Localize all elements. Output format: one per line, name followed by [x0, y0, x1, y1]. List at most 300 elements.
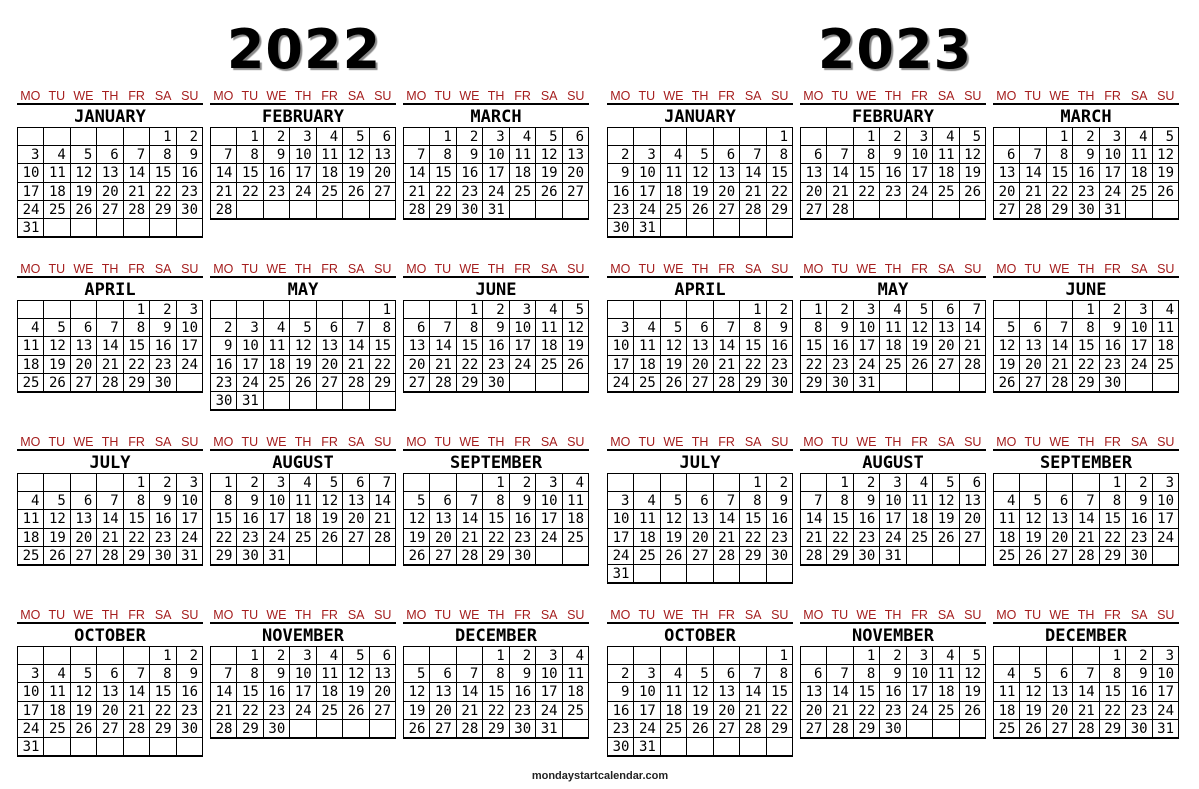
day-cell: 7 — [404, 146, 430, 164]
month-block — [993, 89, 1179, 220]
weekday-label: FR — [128, 608, 145, 622]
day-cell: 13 — [317, 337, 343, 355]
day-cell: 10 — [907, 665, 933, 683]
day-cell: 25 — [933, 702, 959, 720]
day-cell: 4 — [661, 665, 687, 683]
weekday-label: SA — [154, 262, 172, 276]
weekday-label: MO — [996, 608, 1017, 622]
month-name: AUGUST — [210, 451, 396, 474]
empty-cell — [370, 720, 396, 738]
empty-cell — [370, 392, 396, 410]
day-cell: 4 — [933, 647, 959, 665]
month-name: OCTOBER — [607, 624, 793, 647]
month-block — [17, 608, 203, 757]
empty-cell — [563, 201, 589, 219]
day-cell: 17 — [608, 356, 634, 374]
day-cell: 15 — [740, 337, 766, 355]
weekday-label: TU — [434, 435, 452, 449]
weekday-label: TU — [241, 262, 259, 276]
day-cell: 10 — [907, 146, 933, 164]
day-cell: 3 — [907, 647, 933, 665]
weekday-label: SU — [567, 608, 585, 622]
day-cell: 10 — [608, 337, 634, 355]
day-cell: 22 — [854, 702, 880, 720]
day-cell: 15 — [483, 510, 509, 528]
weekday-label: FR — [514, 435, 531, 449]
empty-cell — [404, 474, 430, 492]
day-grid — [800, 647, 986, 739]
day-cell: 30 — [608, 738, 634, 756]
day-cell: 30 — [608, 219, 634, 237]
day-cell: 27 — [714, 720, 740, 738]
day-cell: 20 — [801, 702, 827, 720]
day-cell: 18 — [661, 183, 687, 201]
empty-cell — [44, 474, 70, 492]
day-cell: 1 — [1100, 474, 1126, 492]
day-cell: 2 — [237, 474, 263, 492]
day-cell: 6 — [370, 128, 396, 146]
day-cell: 6 — [801, 146, 827, 164]
day-cell: 7 — [827, 665, 853, 683]
empty-cell — [177, 219, 203, 237]
day-grid — [17, 301, 203, 393]
day-cell: 19 — [1153, 164, 1179, 182]
day-cell: 8 — [430, 146, 456, 164]
empty-cell — [994, 647, 1020, 665]
day-cell: 20 — [430, 702, 456, 720]
day-cell: 14 — [740, 164, 766, 182]
day-cell: 26 — [907, 356, 933, 374]
weekday-label: SU — [964, 435, 982, 449]
day-cell: 1 — [483, 647, 509, 665]
day-cell: 18 — [1126, 164, 1152, 182]
day-cell: 26 — [687, 720, 713, 738]
day-cell: 26 — [960, 183, 986, 201]
day-cell: 7 — [740, 665, 766, 683]
weekday-label: SU — [374, 89, 392, 103]
day-cell: 3 — [177, 301, 203, 319]
weekday-label: MO — [213, 435, 234, 449]
month-name: JUNE — [993, 278, 1179, 301]
empty-cell — [1047, 647, 1073, 665]
empty-cell — [211, 647, 237, 665]
day-cell: 16 — [1126, 510, 1152, 528]
day-cell: 27 — [801, 720, 827, 738]
day-cell: 5 — [687, 146, 713, 164]
weekday-label: SA — [937, 608, 955, 622]
day-cell: 14 — [457, 683, 483, 701]
empty-cell — [907, 547, 933, 565]
day-cell: 1 — [237, 647, 263, 665]
weekday-label: TU — [1024, 89, 1042, 103]
empty-cell — [71, 738, 97, 756]
day-cell: 29 — [124, 374, 150, 392]
weekday-label: TH — [691, 262, 709, 276]
day-cell: 12 — [44, 510, 70, 528]
weekday-label: SA — [540, 435, 558, 449]
day-cell: 1 — [767, 128, 793, 146]
day-cell: 27 — [1047, 720, 1073, 738]
day-cell: 28 — [1073, 547, 1099, 565]
day-cell: 6 — [801, 665, 827, 683]
day-cell: 30 — [1100, 374, 1126, 392]
day-cell: 23 — [608, 201, 634, 219]
day-cell: 30 — [237, 547, 263, 565]
day-cell: 30 — [264, 720, 290, 738]
day-cell: 31 — [634, 219, 660, 237]
day-cell: 19 — [71, 183, 97, 201]
day-cell: 1 — [1073, 301, 1099, 319]
day-cell: 12 — [933, 492, 959, 510]
day-cell: 29 — [740, 374, 766, 392]
day-cell: 19 — [661, 529, 687, 547]
day-cell: 28 — [827, 201, 853, 219]
year-title-2022: 2022 — [226, 18, 382, 81]
day-cell: 26 — [44, 547, 70, 565]
day-cell: 13 — [563, 146, 589, 164]
day-cell: 22 — [1100, 529, 1126, 547]
day-cell: 28 — [124, 201, 150, 219]
weekday-label: TU — [1024, 435, 1042, 449]
weekday-label: TH — [884, 435, 902, 449]
weekday-label: WE — [73, 608, 94, 622]
day-cell: 17 — [18, 702, 44, 720]
day-cell: 28 — [430, 374, 456, 392]
weekday-label: SA — [744, 89, 762, 103]
day-grid — [800, 301, 986, 393]
day-cell: 14 — [801, 510, 827, 528]
day-cell: 21 — [97, 356, 123, 374]
weekday-label: SA — [154, 89, 172, 103]
day-cell: 8 — [1047, 146, 1073, 164]
day-cell: 5 — [1153, 128, 1179, 146]
weekday-label: TH — [487, 89, 505, 103]
day-cell: 19 — [907, 337, 933, 355]
empty-cell — [1073, 647, 1099, 665]
day-cell: 30 — [767, 374, 793, 392]
day-cell: 15 — [150, 164, 176, 182]
day-cell: 24 — [1100, 183, 1126, 201]
empty-cell — [714, 128, 740, 146]
day-cell: 25 — [44, 201, 70, 219]
day-cell: 1 — [124, 301, 150, 319]
day-cell: 5 — [933, 474, 959, 492]
day-cell: 10 — [536, 665, 562, 683]
weekday-label: WE — [459, 89, 480, 103]
day-cell: 3 — [880, 474, 906, 492]
day-cell: 9 — [264, 665, 290, 683]
month-block — [607, 608, 793, 757]
empty-cell — [44, 647, 70, 665]
day-cell: 25 — [264, 374, 290, 392]
day-cell: 16 — [1073, 164, 1099, 182]
day-cell: 14 — [1073, 683, 1099, 701]
empty-cell — [1153, 547, 1179, 565]
empty-cell — [44, 738, 70, 756]
month-block — [403, 435, 589, 566]
day-cell: 14 — [714, 510, 740, 528]
day-cell: 24 — [483, 183, 509, 201]
day-cell: 8 — [483, 492, 509, 510]
empty-cell — [370, 201, 396, 219]
empty-cell — [237, 201, 263, 219]
month-name: NOVEMBER — [800, 624, 986, 647]
empty-cell — [317, 201, 343, 219]
day-cell: 2 — [880, 647, 906, 665]
day-cell: 24 — [1153, 529, 1179, 547]
day-cell: 10 — [536, 492, 562, 510]
weekday-label: WE — [266, 89, 287, 103]
weekday-label: MO — [406, 262, 427, 276]
day-cell: 14 — [211, 683, 237, 701]
day-cell: 29 — [150, 720, 176, 738]
weekday-label: FR — [514, 262, 531, 276]
day-grid — [993, 474, 1179, 566]
weekday-label: TU — [434, 89, 452, 103]
month-name: MAY — [210, 278, 396, 301]
day-cell: 9 — [608, 683, 634, 701]
day-cell: 21 — [827, 702, 853, 720]
day-cell: 20 — [960, 510, 986, 528]
day-cell: 11 — [1126, 146, 1152, 164]
day-cell: 10 — [177, 492, 203, 510]
day-cell: 16 — [1100, 337, 1126, 355]
day-cell: 23 — [483, 356, 509, 374]
day-cell: 2 — [608, 665, 634, 683]
weekday-label: MO — [803, 262, 824, 276]
day-cell: 16 — [880, 164, 906, 182]
day-cell: 10 — [264, 492, 290, 510]
weekday-label: MO — [406, 89, 427, 103]
day-cell: 3 — [608, 492, 634, 510]
month-name: SEPTEMBER — [993, 451, 1179, 474]
empty-cell — [714, 219, 740, 237]
day-cell: 18 — [44, 183, 70, 201]
day-cell: 7 — [430, 319, 456, 337]
day-grid — [607, 301, 793, 393]
weekday-label: TU — [48, 435, 66, 449]
weekday-label: TH — [487, 262, 505, 276]
day-cell: 7 — [801, 492, 827, 510]
year-title-2023: 2023 — [817, 18, 973, 81]
day-cell: 21 — [1020, 183, 1046, 201]
day-cell: 3 — [510, 301, 536, 319]
day-cell: 8 — [237, 146, 263, 164]
empty-cell — [1020, 128, 1046, 146]
day-cell: 12 — [343, 146, 369, 164]
empty-cell — [714, 647, 740, 665]
empty-cell — [71, 301, 97, 319]
weekday-label: SA — [1130, 608, 1148, 622]
weekday-label: TU — [48, 262, 66, 276]
day-cell: 18 — [563, 683, 589, 701]
month-block — [607, 262, 793, 393]
day-cell: 2 — [880, 128, 906, 146]
day-cell: 12 — [661, 510, 687, 528]
empty-cell — [563, 374, 589, 392]
day-cell: 26 — [1153, 183, 1179, 201]
day-cell: 19 — [44, 529, 70, 547]
empty-cell — [536, 547, 562, 565]
day-cell: 19 — [933, 510, 959, 528]
day-grid — [993, 128, 1179, 220]
day-cell: 27 — [994, 201, 1020, 219]
day-cell: 4 — [1153, 301, 1179, 319]
day-cell: 2 — [483, 301, 509, 319]
weekday-label: SA — [540, 262, 558, 276]
month-name: APRIL — [607, 278, 793, 301]
day-cell: 14 — [404, 164, 430, 182]
month-name: JUNE — [403, 278, 589, 301]
day-cell: 5 — [661, 319, 687, 337]
weekday-label: FR — [321, 262, 338, 276]
day-cell: 16 — [854, 510, 880, 528]
day-cell: 7 — [714, 492, 740, 510]
day-cell: 9 — [483, 319, 509, 337]
day-cell: 4 — [18, 492, 44, 510]
day-cell: 5 — [44, 492, 70, 510]
month-block — [800, 608, 986, 739]
weekday-label: WE — [266, 435, 287, 449]
day-cell: 30 — [1126, 720, 1152, 738]
weekday-label: SU — [1157, 89, 1175, 103]
day-cell: 16 — [177, 164, 203, 182]
weekday-label: WE — [459, 608, 480, 622]
day-cell: 13 — [714, 164, 740, 182]
day-cell: 23 — [510, 529, 536, 547]
day-cell: 21 — [211, 183, 237, 201]
day-cell: 10 — [634, 683, 660, 701]
month-block — [993, 608, 1179, 739]
day-cell: 8 — [827, 492, 853, 510]
day-grid — [993, 647, 1179, 739]
day-cell: 27 — [317, 374, 343, 392]
weekday-label: TU — [434, 608, 452, 622]
day-cell: 17 — [634, 183, 660, 201]
weekday-label: MO — [213, 89, 234, 103]
day-cell: 20 — [687, 356, 713, 374]
day-cell: 26 — [44, 374, 70, 392]
day-cell: 29 — [1073, 374, 1099, 392]
day-grid — [800, 128, 986, 220]
day-cell: 18 — [18, 356, 44, 374]
weekday-header — [210, 435, 396, 451]
day-cell: 17 — [290, 164, 316, 182]
day-cell: 13 — [1047, 510, 1073, 528]
weekday-label: SU — [771, 608, 789, 622]
day-cell: 28 — [801, 547, 827, 565]
empty-cell — [317, 547, 343, 565]
day-cell: 8 — [740, 319, 766, 337]
weekday-label: TU — [241, 608, 259, 622]
day-cell: 5 — [994, 319, 1020, 337]
day-cell: 4 — [994, 492, 1020, 510]
empty-cell — [44, 128, 70, 146]
day-cell: 12 — [907, 319, 933, 337]
day-cell: 13 — [370, 146, 396, 164]
day-cell: 7 — [97, 492, 123, 510]
weekday-label: WE — [266, 262, 287, 276]
weekday-label: TH — [1077, 608, 1095, 622]
day-cell: 12 — [687, 683, 713, 701]
day-cell: 1 — [370, 301, 396, 319]
empty-cell — [71, 128, 97, 146]
day-cell: 31 — [18, 219, 44, 237]
day-cell: 5 — [317, 474, 343, 492]
day-cell: 5 — [1020, 665, 1046, 683]
empty-cell — [740, 565, 766, 583]
day-cell: 7 — [457, 665, 483, 683]
day-cell: 21 — [714, 529, 740, 547]
empty-cell — [933, 547, 959, 565]
day-cell: 13 — [430, 510, 456, 528]
empty-cell — [714, 474, 740, 492]
day-cell: 24 — [290, 183, 316, 201]
day-cell: 25 — [536, 356, 562, 374]
weekday-label: MO — [803, 89, 824, 103]
day-cell: 13 — [714, 683, 740, 701]
day-cell: 18 — [563, 510, 589, 528]
day-cell: 10 — [177, 319, 203, 337]
day-cell: 5 — [960, 128, 986, 146]
empty-cell — [608, 647, 634, 665]
weekday-label: WE — [856, 262, 877, 276]
day-cell: 4 — [563, 474, 589, 492]
weekday-label: WE — [73, 435, 94, 449]
day-cell: 27 — [687, 374, 713, 392]
day-cell: 24 — [536, 529, 562, 547]
day-cell: 22 — [237, 183, 263, 201]
day-cell: 18 — [994, 702, 1020, 720]
day-cell: 24 — [907, 183, 933, 201]
day-cell: 3 — [237, 319, 263, 337]
empty-cell — [18, 301, 44, 319]
weekday-header — [607, 262, 793, 278]
weekday-label: TH — [691, 435, 709, 449]
day-cell: 4 — [44, 146, 70, 164]
day-cell: 19 — [1020, 529, 1046, 547]
day-grid — [403, 474, 589, 566]
empty-cell — [880, 374, 906, 392]
day-cell: 8 — [854, 146, 880, 164]
weekday-label: MO — [20, 89, 41, 103]
weekday-label: MO — [20, 608, 41, 622]
day-cell: 3 — [1153, 474, 1179, 492]
day-cell: 11 — [317, 146, 343, 164]
weekday-label: TU — [1024, 608, 1042, 622]
weekday-header — [800, 608, 986, 624]
day-cell: 30 — [1073, 201, 1099, 219]
day-cell: 8 — [150, 665, 176, 683]
day-cell: 19 — [404, 702, 430, 720]
day-cell: 28 — [740, 201, 766, 219]
day-cell: 23 — [880, 183, 906, 201]
day-cell: 28 — [97, 374, 123, 392]
day-cell: 17 — [177, 337, 203, 355]
weekday-label: WE — [663, 608, 684, 622]
day-cell: 29 — [124, 547, 150, 565]
day-cell: 22 — [1100, 702, 1126, 720]
day-cell: 21 — [960, 337, 986, 355]
day-cell: 29 — [1047, 201, 1073, 219]
weekday-label: TH — [101, 435, 119, 449]
day-cell: 27 — [71, 374, 97, 392]
day-cell: 6 — [994, 146, 1020, 164]
month-name: JULY — [17, 451, 203, 474]
day-cell: 25 — [1126, 183, 1152, 201]
day-cell: 21 — [430, 356, 456, 374]
empty-cell — [536, 201, 562, 219]
